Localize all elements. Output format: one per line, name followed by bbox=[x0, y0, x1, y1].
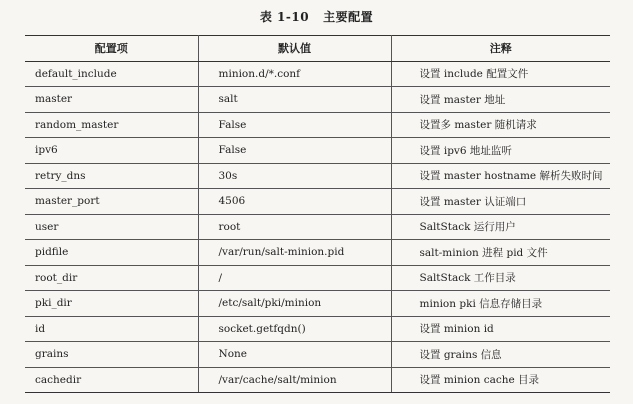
table-row bbox=[25, 214, 610, 240]
table-row bbox=[25, 61, 610, 87]
default-value-cell: 4506 bbox=[198, 189, 391, 215]
note-cell: 设置 minion cache 目录 bbox=[391, 367, 610, 393]
default-value-cell: False bbox=[198, 138, 391, 164]
config-key-cell: pki_dir bbox=[25, 291, 198, 317]
note-cell: minion pki 信息存储目录 bbox=[391, 291, 610, 317]
default-value-cell: /etc/salt/pki/minion bbox=[198, 291, 391, 317]
table-row bbox=[25, 316, 610, 342]
default-value-cell: root bbox=[198, 214, 391, 240]
default-value-cell: / bbox=[198, 265, 391, 291]
note-cell: salt-minion 进程 pid 文件 bbox=[391, 240, 610, 266]
table-caption bbox=[0, 8, 633, 25]
config-key-cell: grains bbox=[25, 342, 198, 368]
note-cell: 设置多 master 随机请求 bbox=[391, 112, 610, 138]
default-value-cell: 30s bbox=[198, 163, 391, 189]
default-value-cell: salt bbox=[198, 87, 391, 113]
table-row bbox=[25, 163, 610, 189]
header-default-value: 默认值 bbox=[198, 36, 391, 62]
config-key-cell: random_master bbox=[25, 112, 198, 138]
table-row bbox=[25, 342, 610, 368]
header-notes: 注释 bbox=[391, 36, 610, 62]
config-key-cell: id bbox=[25, 316, 198, 342]
config-key-cell: user bbox=[25, 214, 198, 240]
header-config-item: 配置项 bbox=[25, 36, 198, 62]
note-cell: 设置 ipv6 地址监听 bbox=[391, 138, 610, 164]
table-row bbox=[25, 138, 610, 164]
note-cell: 设置 grains 信息 bbox=[391, 342, 610, 368]
table-row bbox=[25, 189, 610, 215]
note-cell: SaltStack 运行用户 bbox=[391, 214, 610, 240]
config-key-cell: cachedir bbox=[25, 367, 198, 393]
table-row bbox=[25, 291, 610, 317]
config-key-cell: master_port bbox=[25, 189, 198, 215]
table-number: 表 1-10 bbox=[259, 10, 310, 24]
config-key-cell: ipv6 bbox=[25, 138, 198, 164]
note-cell: 设置 minion id bbox=[391, 316, 610, 342]
note-cell: 设置 master 地址 bbox=[391, 87, 610, 113]
default-value-cell: socket.getfqdn() bbox=[198, 316, 391, 342]
table-row bbox=[25, 265, 610, 291]
default-value-cell: /var/run/salt-minion.pid bbox=[198, 240, 391, 266]
config-key-cell: pidfile bbox=[25, 240, 198, 266]
table-row bbox=[25, 112, 610, 138]
table-header-row bbox=[25, 36, 610, 62]
table-row bbox=[25, 87, 610, 113]
default-value-cell: None bbox=[198, 342, 391, 368]
config-key-cell: master bbox=[25, 87, 198, 113]
default-value-cell: False bbox=[198, 112, 391, 138]
config-key-cell: default_include bbox=[25, 61, 198, 87]
note-cell: 设置 master hostname 解析失败时间 bbox=[391, 163, 610, 189]
default-value-cell: /var/cache/salt/minion bbox=[198, 367, 391, 393]
note-cell: 设置 master 认证端口 bbox=[391, 189, 610, 215]
note-cell: 设置 include 配置文件 bbox=[391, 61, 610, 87]
default-value-cell: minion.d/*.conf bbox=[198, 61, 391, 87]
config-key-cell: retry_dns bbox=[25, 163, 198, 189]
note-cell: SaltStack 工作目录 bbox=[391, 265, 610, 291]
config-table bbox=[25, 35, 610, 393]
config-key-cell: root_dir bbox=[25, 265, 198, 291]
table-title: 主要配置 bbox=[323, 10, 374, 24]
table-row bbox=[25, 240, 610, 266]
table-row bbox=[25, 367, 610, 393]
